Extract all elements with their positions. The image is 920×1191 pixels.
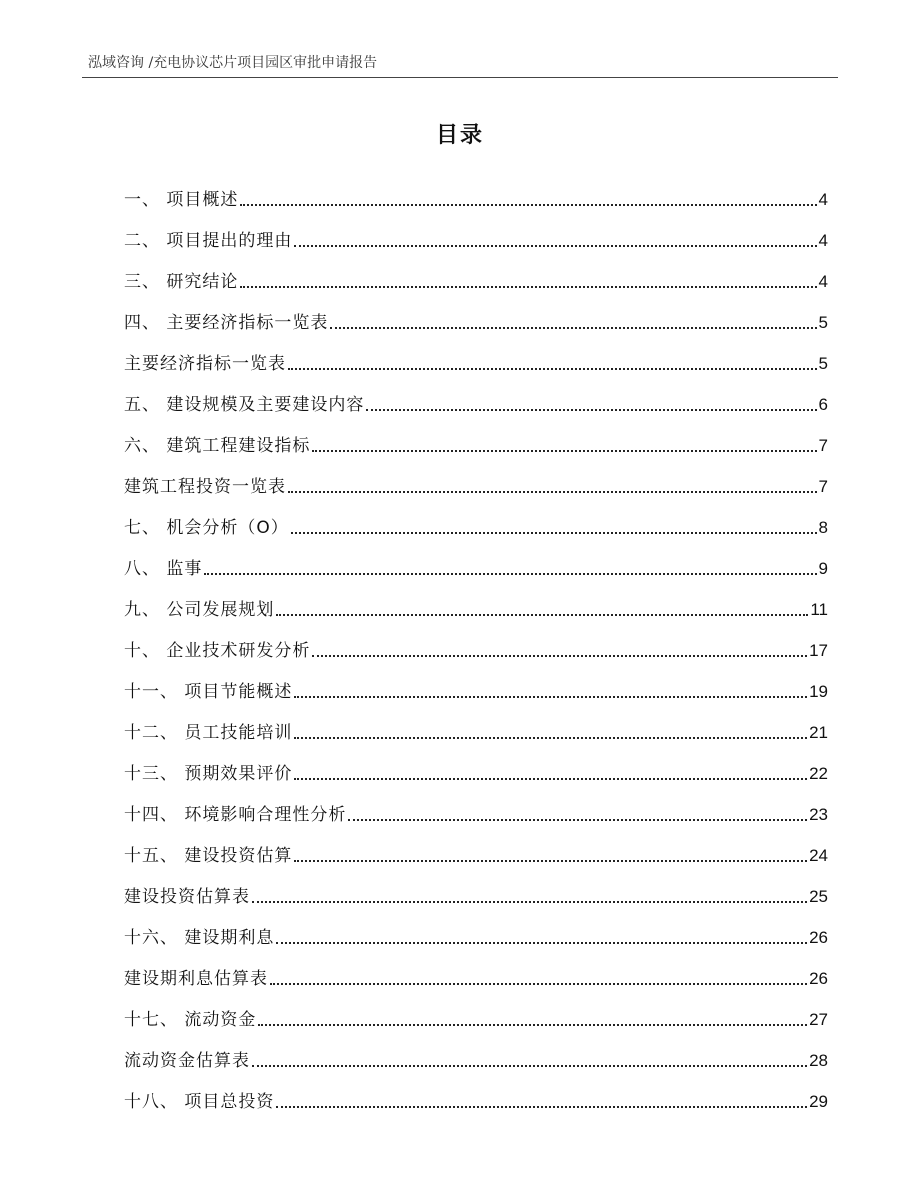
toc-entry-page: 8 [818,518,828,537]
toc-entry[interactable] [124,621,828,662]
toc-entry[interactable] [124,949,828,990]
toc-entry-label: 十一、 项目节能概述 [124,682,293,702]
toc-entry-label: 九、 公司发展规划 [124,600,275,620]
toc-entry-label: 一、 项目概述 [124,190,239,210]
dot-leader [291,532,817,534]
toc-entry-label: 七、 机会分析（O） [124,518,289,538]
header-divider [82,77,838,78]
dot-leader [294,696,807,698]
toc-entry-label: 主要经济指标一览表 [124,354,286,374]
toc-entry-page: 27 [809,1010,828,1029]
toc-list [124,170,828,1113]
toc-entry[interactable] [124,1072,828,1113]
toc-entry-page: 5 [818,354,828,373]
dot-leader [312,655,807,657]
dot-leader [240,286,816,288]
toc-entry-page: 22 [809,764,828,783]
dot-leader [276,614,808,616]
dot-leader [276,942,807,944]
toc-entry-label: 建筑工程投资一览表 [124,477,286,497]
dot-leader [240,204,816,206]
toc-entry-label: 十二、 员工技能培训 [124,723,293,743]
toc-entry-page: 29 [809,1092,828,1111]
toc-entry[interactable] [124,252,828,293]
dot-leader [348,819,807,821]
toc-entry[interactable] [124,703,828,744]
toc-entry-page: 5 [818,313,828,332]
toc-entry[interactable] [124,170,828,211]
toc-entry-label: 三、 研究结论 [124,272,239,292]
toc-entry-label: 十六、 建设期利息 [124,928,275,948]
dot-leader [288,491,817,493]
dot-leader [252,901,807,903]
toc-entry[interactable] [124,539,828,580]
toc-entry-label: 建设投资估算表 [124,887,250,907]
dot-leader [294,245,816,247]
toc-entry-label: 四、 主要经济指标一览表 [124,313,329,333]
toc-entry-page: 26 [809,928,828,947]
toc-entry-page: 28 [809,1051,828,1070]
toc-entry-label: 二、 项目提出的理由 [124,231,293,251]
toc-entry[interactable] [124,416,828,457]
dot-leader [312,450,816,452]
running-header: 泓域咨询 /充电协议芯片项目园区审批申请报告 [88,55,378,71]
dot-leader [204,573,816,575]
toc-entry-page: 11 [810,600,828,619]
toc-entry-page: 23 [809,805,828,824]
toc-entry[interactable] [124,334,828,375]
toc-entry-label: 六、 建筑工程建设指标 [124,436,311,456]
dot-leader [294,860,807,862]
toc-entry-page: 24 [809,846,828,865]
toc-entry[interactable] [124,293,828,334]
toc-entry-label: 十、 企业技术研发分析 [124,641,311,661]
toc-entry-page: 7 [818,477,828,496]
toc-entry[interactable] [124,826,828,867]
toc-entry[interactable] [124,457,828,498]
toc-entry[interactable] [124,785,828,826]
toc-entry-label: 十三、 预期效果评价 [124,764,293,784]
toc-entry[interactable] [124,990,828,1031]
toc-entry-page: 21 [809,723,828,742]
dot-leader [276,1106,807,1108]
toc-entry-page: 19 [809,682,828,701]
toc-entry[interactable] [124,1031,828,1072]
dot-leader [330,327,816,329]
toc-entry[interactable] [124,211,828,252]
toc-title: 目录 [435,123,484,148]
toc-entry[interactable] [124,744,828,785]
toc-entry-page: 17 [809,641,828,660]
dot-leader [288,368,817,370]
toc-entry-page: 7 [818,436,828,455]
toc-entry-page: 4 [818,231,828,250]
toc-entry-label: 十八、 项目总投资 [124,1092,275,1112]
toc-entry-label: 八、 监事 [124,559,203,579]
toc-entry[interactable] [124,867,828,908]
dot-leader [366,409,816,411]
toc-entry-page: 25 [809,887,828,906]
toc-entry[interactable] [124,662,828,703]
toc-entry-label: 建设期利息估算表 [124,969,268,989]
toc-entry[interactable] [124,580,828,621]
dot-leader [294,737,807,739]
toc-entry[interactable] [124,375,828,416]
toc-entry-label: 流动资金估算表 [124,1051,250,1071]
dot-leader [258,1024,807,1026]
toc-entry-label: 十七、 流动资金 [124,1010,257,1030]
dot-leader [270,983,807,985]
toc-entry-page: 4 [818,190,828,209]
toc-entry-label: 十五、 建设投资估算 [124,846,293,866]
toc-entry-label: 五、 建设规模及主要建设内容 [124,395,365,415]
toc-entry-page: 6 [818,395,828,414]
toc-entry[interactable] [124,908,828,949]
toc-entry-page: 9 [818,559,828,578]
dot-leader [252,1065,807,1067]
toc-entry-page: 26 [809,969,828,988]
toc-entry-label: 十四、 环境影响合理性分析 [124,805,347,825]
toc-entry[interactable] [124,498,828,539]
toc-entry-page: 4 [818,272,828,291]
dot-leader [294,778,807,780]
